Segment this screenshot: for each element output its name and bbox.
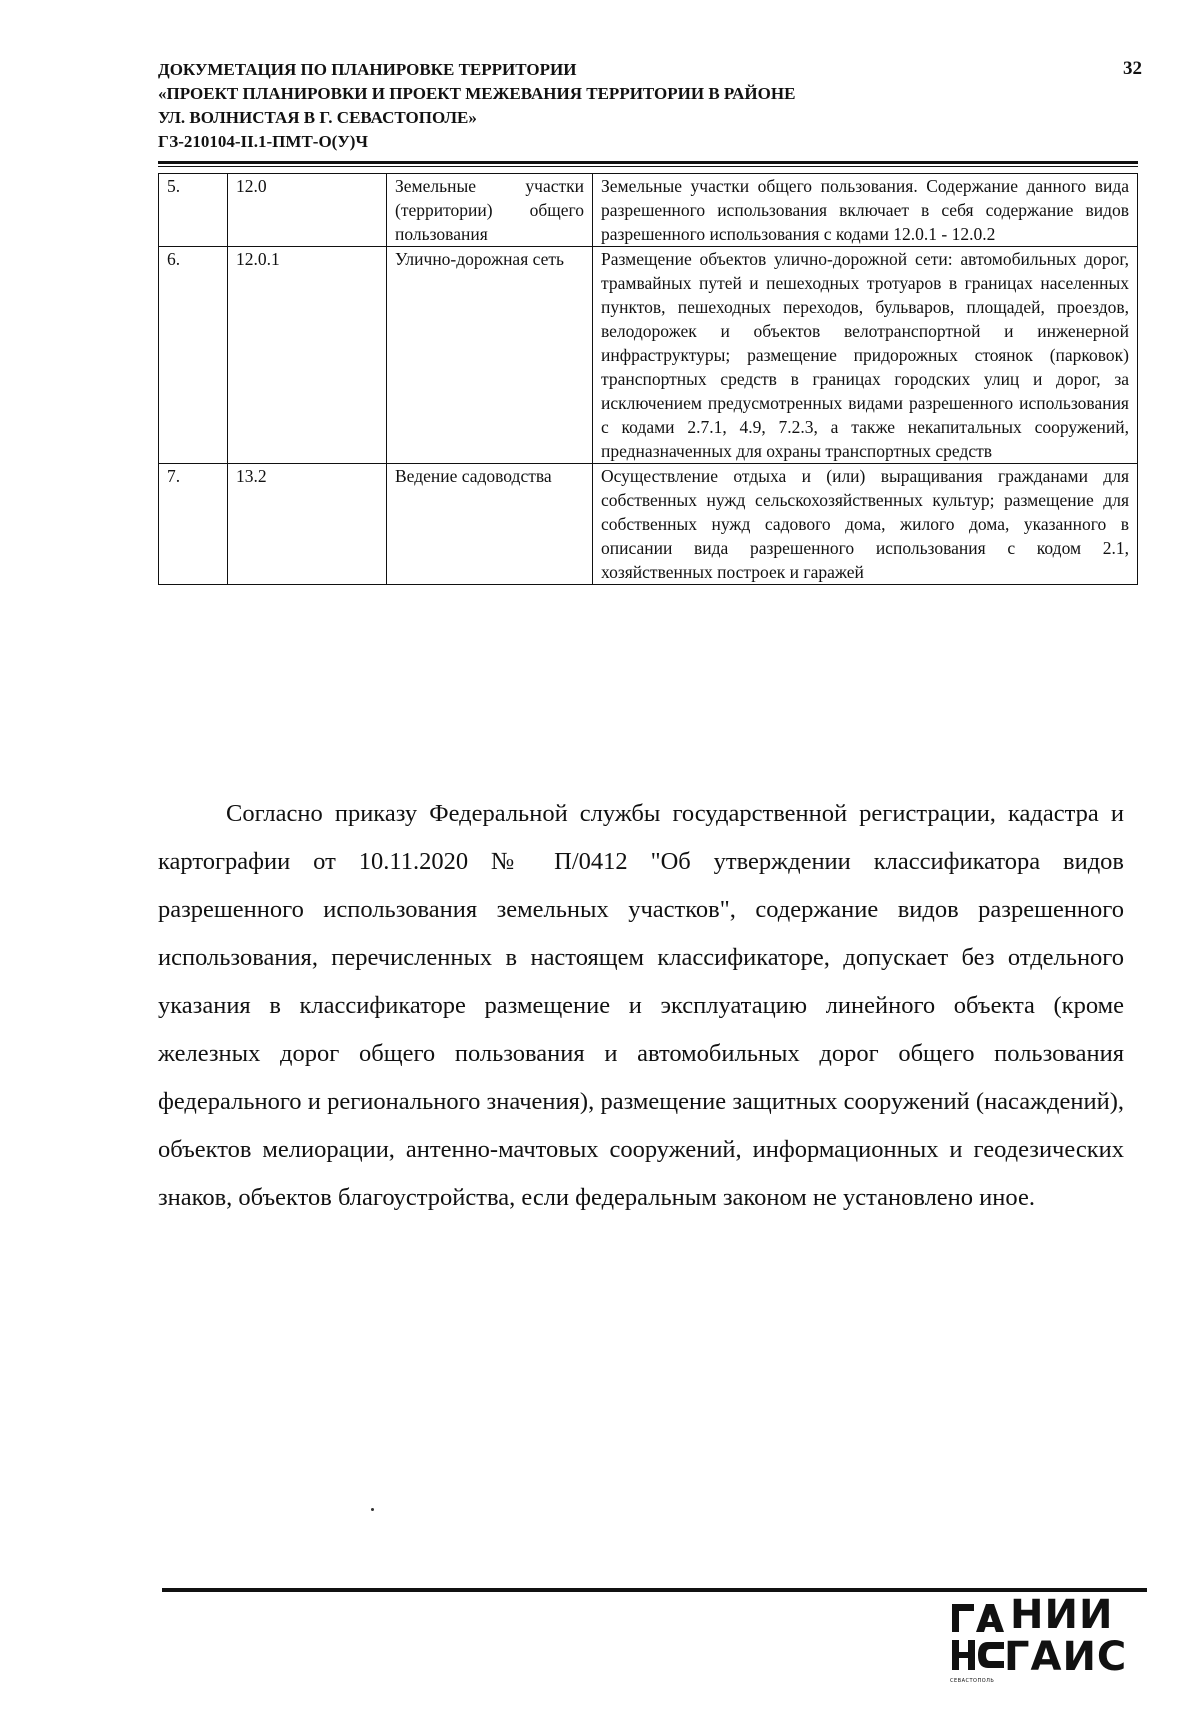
niigais-logo	[950, 1592, 1130, 1688]
row-number: 6.	[159, 247, 228, 464]
header-rule	[158, 161, 1138, 167]
document-header	[158, 58, 1038, 154]
row-description: Размещение объектов улично-дорожной сети: автомобильных дорог, трамвайных путей и пешеходных тротуаров в границах населенных пунктов, пешеходных переходов, бульваров, площадей, проездов, велодорожек и объектов велотранспортной и инженерной инфраструктуры; размещение придорожных стоянок (парковок) транспортных средств в границах городских улиц и дорог, за исключением предусмотренных видами разрешенного использования с кодами 2.7.1, 4.9, 7.2.3, а также некапитальных сооружений, предназначенных для охраны транспортных средств	[593, 247, 1138, 464]
ga-ngs-monogram-icon	[950, 1598, 1006, 1678]
row-number: 5.	[159, 174, 228, 247]
logo-city: СЕВАСТОПОЛЬ	[950, 1678, 995, 1684]
header-line-3: УЛ. ВОЛНИСТАЯ В Г. СЕВАСТОПОЛЕ»	[158, 108, 477, 127]
table-row	[159, 174, 1138, 247]
page-number: 32	[1123, 58, 1142, 79]
footer-rule	[162, 1588, 1147, 1592]
logo-text-gais: ГАИС	[1004, 1634, 1128, 1680]
table-row	[159, 247, 1138, 464]
row-code: 12.0	[228, 174, 387, 247]
scan-speck	[371, 1508, 374, 1511]
row-number: 7.	[159, 464, 228, 585]
row-description: Земельные участки общего пользования. Содержание данного вида разрешенного использования включает в себя содержание видов разрешенного использования с кодами 12.0.1 - 12.0.2	[593, 174, 1138, 247]
row-name: Ведение садоводства	[387, 464, 593, 585]
table-row	[159, 464, 1138, 585]
header-line-1: ДОКУМЕТАЦИЯ ПО ПЛАНИРОВКЕ ТЕРРИТОРИИ	[158, 60, 577, 79]
land-use-table	[158, 173, 1138, 585]
row-name: Земельные участки (территории) общего пользования	[387, 174, 593, 247]
logo-text-nii: НИИ	[1010, 1592, 1114, 1638]
row-description: Осуществление отдыха и (или) выращивания гражданами для собственных нужд сельскохозяйственных культур; размещение для собственных нужд садового дома, жилого дома, указанного в описании вида разрешенного использования с кодом 2.1, хозяйственных построек и гаражей	[593, 464, 1138, 585]
header-line-2: «ПРОЕКТ ПЛАНИРОВКИ И ПРОЕКТ МЕЖЕВАНИЯ ТЕРРИТОРИИ В РАЙОНЕ	[158, 84, 796, 103]
body-paragraph: Согласно приказу Федеральной службы государственной регистрации, кадастра и картографии от 10.11.2020 № П/0412 "Об утверждении классификатора видов разрешенного использования земельных участков", содержание видов разрешенного использования, перечисленных в настоящем классификаторе, допускает без отдельного указания в классификаторе размещение и эксплуатацию линейного объекта (кроме железных дорог общего пользования и автомобильных дорог общего пользования федерального и регионального значения), размещение защитных сооружений (насаждений), объектов мелиорации, антенно-мачтовых сооружений, информационных и геодезических знаков, объектов благоустройства, если федеральным законом не установлено иное.	[158, 800, 1124, 1211]
header-line-4: ГЗ-210104-II.1-ПМТ-О(У)Ч	[158, 132, 368, 151]
row-code: 12.0.1	[228, 247, 387, 464]
row-name: Улично-дорожная сеть	[387, 247, 593, 464]
row-code: 13.2	[228, 464, 387, 585]
